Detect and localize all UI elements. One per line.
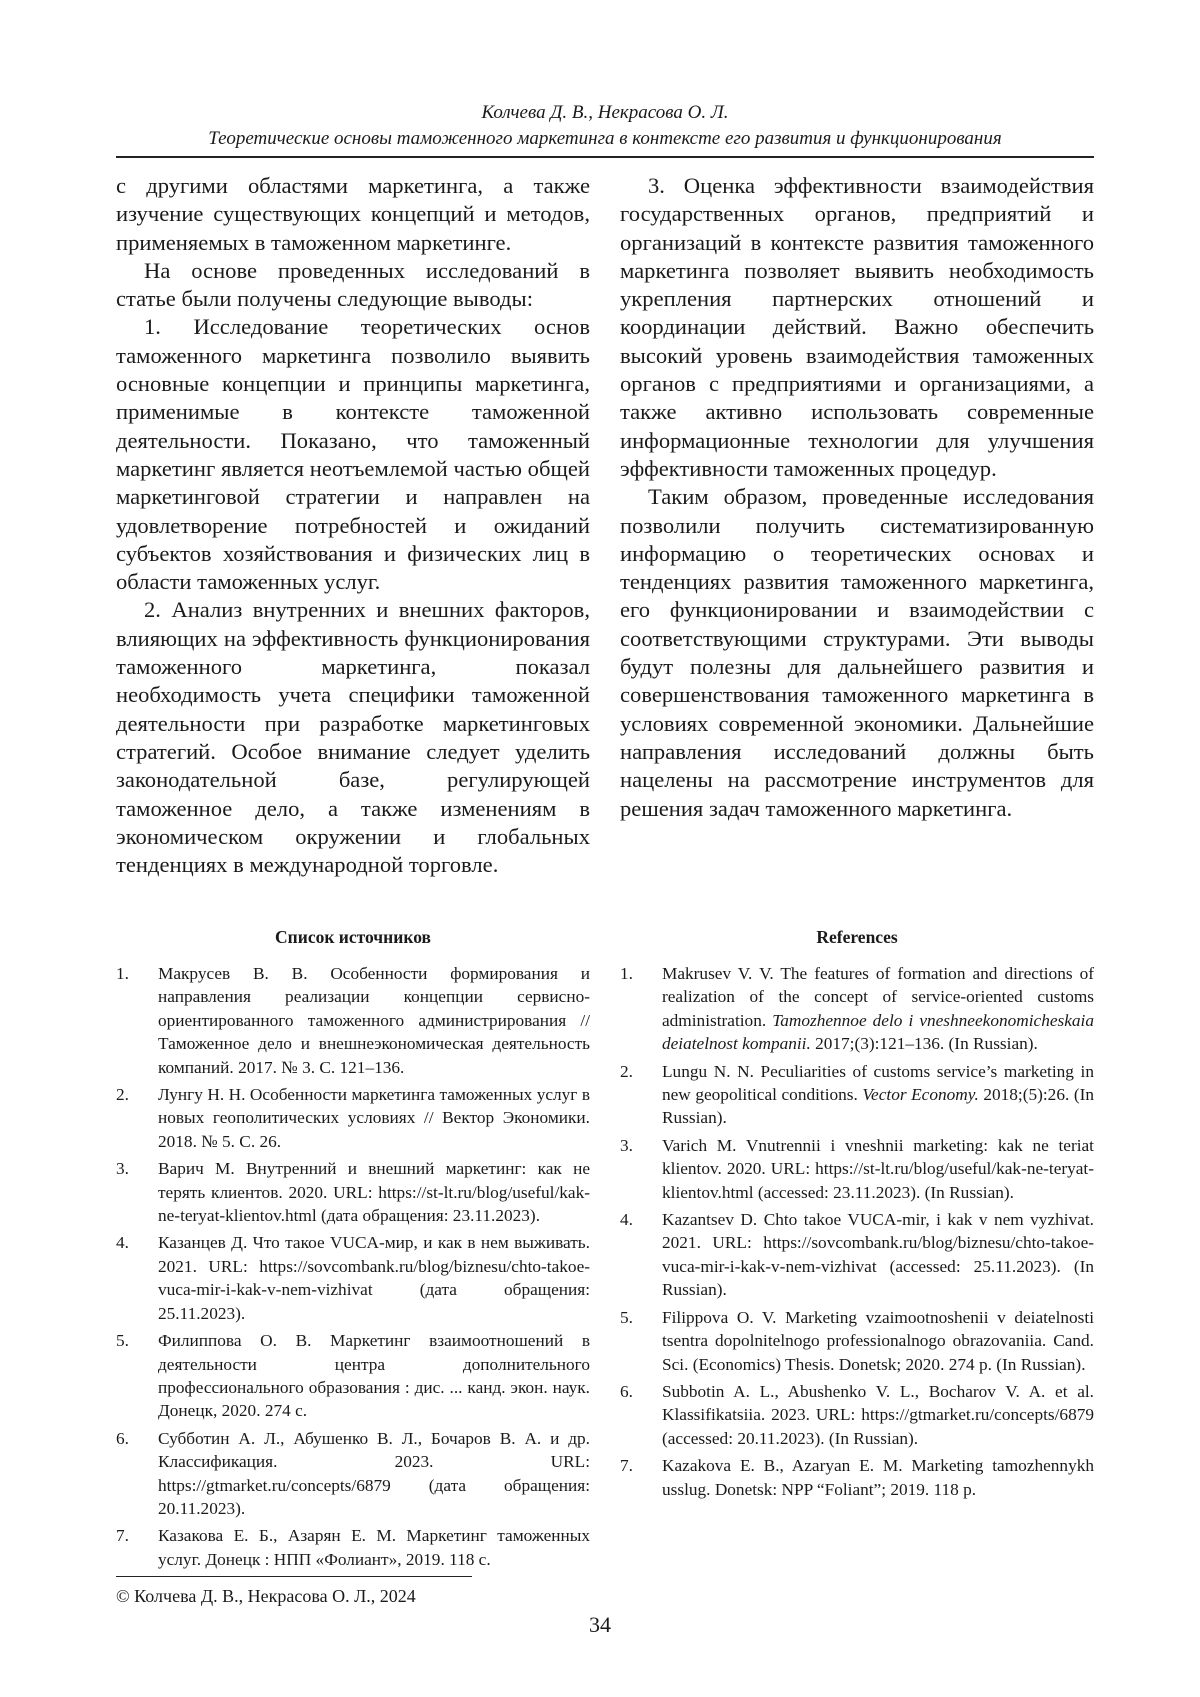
sources-list-ru (116, 926, 590, 1575)
page-number: 34 (589, 1612, 611, 1637)
body-paragraph: 1. Исследование теоретических основ таможенного маркетинга позволило выявить основные концепции и принципы маркетинга, применимые в контексте таможенной деятельности. Показано, что таможенный маркетинг является неотъемлемой частью общей маркетинговой стратегии и направлен на удовлетворение потребностей и ожиданий субъектов хозяйствования и физических лиц в области таможенных услуг. (116, 314, 590, 595)
source-item: 5. Филиппова О. В. Маркетинг взаимоотношений в деятельности центра дополнительного профессионального образования : дис. ... канд. экон. наук. Донецк, 2020. 274 с. (116, 1331, 590, 1421)
reference-item: 7. Kazakova E. B., Azaryan E. M. Marketing tamozhennykh usslug. Donetsk: NPP “Foliant”; 2019. 118 p. (620, 1456, 1094, 1499)
reference-item: 2. Lungu N. N. Peculiarities of customs service’s marketing in new geopolitical conditions. Vector Economy. 2018;(5):26. (In Russian). (620, 1061, 1094, 1128)
body-paragraph: 3. Оценка эффективности взаимодействия государственных органов, предприятий и организаций в контексте развития таможенного маркетинга позволяет выявить необходимость укрепления партнерских отношений и координации действий. Важно обеспечить высокий уровень взаимодействия таможенных органов с предприятиями и организациями, а также активно использовать современные информационные технологии для улучшения эффективности таможенных процедур. (620, 173, 1094, 481)
references-list-en (620, 926, 1094, 1505)
source-item: 2. Лунгу Н. Н. Особенности маркетинга таможенных услуг в новых геополитических условиях // Вектор Экономики. 2018. № 5. С. 26. (116, 1085, 590, 1151)
source-item: 6. Субботин А. Л., Абушенко В. Л., Бочаров В. А. и др. Классификация. 2023. URL: https://gtmarket.ru/concepts/6879 (дата обращения: 20.11.2023). (116, 1428, 590, 1518)
header-title: Теоретические основы таможенного маркетинга в контексте его развития и функционирования (208, 128, 1002, 149)
body-column-right (620, 172, 1094, 823)
copyright-notice: © Колчева Д. В., Некрасова О. Л., 2024 (116, 1586, 416, 1606)
reference-item: 6. Subbotin A. L., Abushenko V. L., Bocharov V. A. et al. Klassifikatsiia. 2023. URL: https://gtmarket.ru/concepts/6879 (accessed: 20.11.2023). (In Russian). (620, 1381, 1094, 1448)
reference-item: 5. Filippova O. V. Marketing vzaimootnoshenii v deiatelnosti tsentra dopolnitelnogo professionalnogo obrazovaniia. Cand. Sci. (Economics) Thesis. Donetsk; 2020. 274 p. (In Russian). (620, 1307, 1094, 1374)
source-item: 7. Казакова Е. Б., Азарян Е. М. Маркетинг таможенных услуг. Донецк : НПП «Фолиант», 2019. 118 с. (116, 1526, 590, 1569)
sources-heading: Список источников (275, 927, 431, 947)
body-paragraph: Таким образом, проведенные исследования позволили получить систематизированную информацию о теоретических основах и тенденциях развития таможенного маркетинга, его функционировании и взаимодействии с соответствующими структурами. Эти выводы будут полезны для дальнейшего развития и совершенствования таможенного маркетинга в условиях современной экономики. Дальнейшие направления исследований должны быть нацелены на рассмотрение инструментов для решения задач таможенного маркетинга. (620, 484, 1094, 821)
source-item: 4. Казанцев Д. Что такое VUCA-мир, и как в нем выживать. 2021. URL: https://sovcombank.ru/blog/biznesu/chto-takoe-vuca-mir-i-kak-v-nem-vizhivat (дата обращения: 25.11.2023). (116, 1233, 590, 1323)
body-paragraph: На основе проведенных исследований в статье были получены следующие выводы: (116, 257, 590, 312)
body-paragraph: 2. Анализ внутренних и внешних факторов, влияющих на эффективность функционирования таможенного маркетинга, показал необходимость учета специфики таможенной деятельности при разработке маркетинговых стратегий. Особое внимание следует уделить законодательной базе, регулирующей таможенное дело, а также изменениям в экономическом окружении и глобальных тенденциях в международной торговле. (116, 597, 590, 878)
source-item: 3. Варич М. Внутренний и внешний маркетинг: как не терять клиентов. 2020. URL: https://st-lt.ru/blog/useful/kak-ne-teryat-klientov.html (дата обращения: 23.11.2023). (116, 1159, 590, 1226)
body-paragraph: с другими областями маркетинга, а также изучение существующих концепций и методов, применяемых в таможенном маркетинге. (116, 173, 590, 255)
running-header (116, 100, 1094, 152)
reference-item: 1. Makrusev V. V. The features of formation and directions of realization of the concept of service-oriented customs administration. Tamozhennoe delo i vneshneekonomicheskaia deiatelnost kompanii. 2017;(3):121–136. (In Russian). (620, 964, 1094, 1054)
header-authors: Колчева Д. В., Некрасова О. Л. (481, 102, 729, 123)
header-rule (116, 156, 1094, 158)
footnote-rule (116, 1576, 472, 1577)
reference-item: 4. Kazantsev D. Chto takoe VUCA-mir, i kak v nem vyzhivat. 2021. URL: https://sovcombank.ru/blog/biznesu/chto-takoe-vuca-mir-i-kak-v-nem-vizhivat (accessed: 25.11.2023). (In Russian). (620, 1210, 1094, 1300)
reference-item: 3. Varich M. Vnutrennii i vneshnii marketing: kak ne teriat klientov. 2020. URL: https://st-lt.ru/blog/useful/kak-ne-teryat-klientov.html (accessed: 23.11.2023). (In Russian). (620, 1135, 1094, 1202)
body-column-left (116, 172, 590, 879)
source-item: 1. Макрусев В. В. Особенности формирования и направления реализации концепции сервисно-ориентированного таможенного администрирования // Таможенное дело и внешнеэкономическая деятельность компаний. 2017. № 3. С. 121–136. (116, 964, 590, 1077)
references-heading: References (816, 927, 898, 947)
